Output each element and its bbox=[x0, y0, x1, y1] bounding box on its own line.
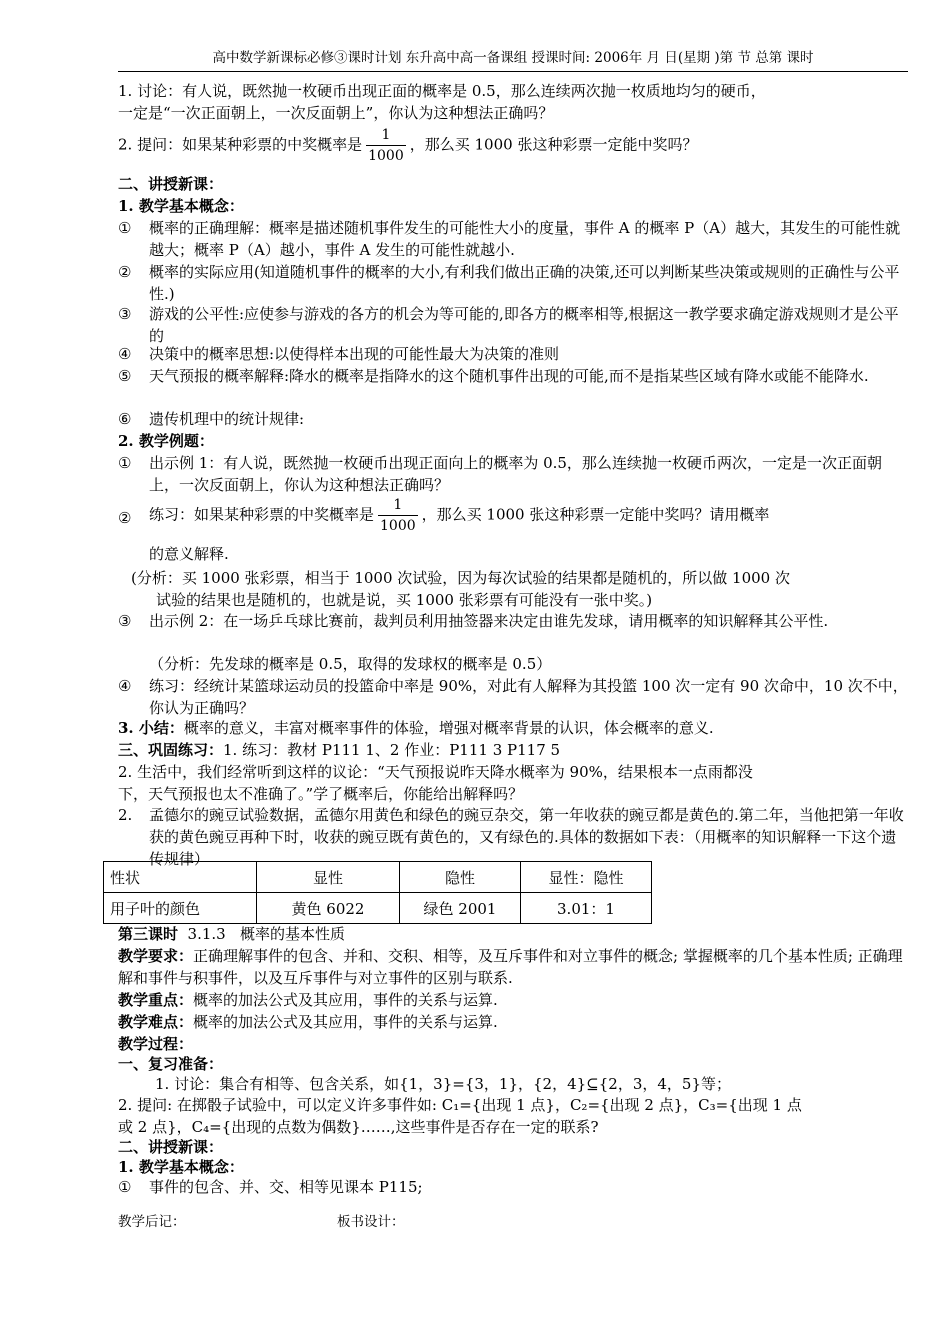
analysis-1 bbox=[131, 567, 911, 611]
section-3 bbox=[118, 739, 910, 761]
section-3-label: 三、巩固练习： bbox=[118, 741, 224, 759]
item-number: ④ bbox=[118, 345, 132, 363]
fraction-denominator: 1000 bbox=[380, 518, 416, 534]
item-number: ④ bbox=[118, 677, 132, 695]
item-text: 孟德尔的豌豆试验数据，孟德尔用黄色和绿色的豌豆杂交，第一年收获的豌豆都是黄色的.第二年，当他把第一年收获的黄色豌豆再种下时，收获的豌豆既有黄色的，又有绿色的.具体的数据如下表：（用概率的知识解释一下这个遗传规律） bbox=[149, 806, 904, 868]
item-number: ① bbox=[118, 454, 132, 472]
basic-concepts-title: 1. 教学基本概念： bbox=[118, 1158, 244, 1176]
item-text-pre: 练习：如果某种彩票的中奖概率是 bbox=[149, 505, 375, 524]
item-number: ③ bbox=[118, 305, 132, 323]
fraction bbox=[366, 127, 406, 164]
example-item bbox=[118, 497, 910, 534]
fraction bbox=[378, 497, 418, 534]
table-header-row bbox=[104, 862, 652, 893]
pea-data-table bbox=[103, 861, 652, 924]
item-text: 出示例 1：有人说，既然抛一枚硬币出现正面向上的概率为 0.5，那么连续抛一枚硬币两次，一定是一次正面朝上，一次反面朝上，你认为这种想法正确吗？ bbox=[149, 454, 882, 494]
concept-item bbox=[118, 343, 910, 365]
concept-item bbox=[118, 217, 910, 261]
example-item bbox=[118, 675, 910, 719]
subsection-1-title: 1. 教学基本概念： bbox=[118, 197, 244, 215]
footer-teaching-notes: 教学后记： bbox=[118, 1214, 186, 1230]
item-text: 练习：经统计某篮球运动员的投篮命中率是 90%，对此有人解释为其投篮 100 次一定有 90 次命中，10 次不中，你认为正确吗？ bbox=[149, 677, 908, 717]
difficulties-text: 概率的加法公式及其应用，事件的关系与运算. bbox=[193, 1013, 498, 1031]
table-cell: 黄色 6022 bbox=[257, 893, 400, 924]
teaching-key-points bbox=[118, 989, 910, 1011]
practice-item-2-line2: 下，天气预报也太不准确了。”学了概率后，你能给出解释吗？ bbox=[118, 785, 524, 803]
item-number: ② bbox=[118, 263, 132, 281]
item-number: ③ bbox=[118, 612, 132, 630]
review-title: 一、复习准备： bbox=[118, 1055, 224, 1073]
fraction-numerator: 1 bbox=[393, 497, 403, 513]
table-cell: 性状 bbox=[104, 862, 257, 893]
intro-q2-post: ，那么买 1000 张这种彩票一定能中奖吗？ bbox=[409, 135, 698, 154]
lesson-3-title-text: 3.1.3 概率的基本性质 bbox=[178, 925, 346, 943]
lesson-3-title bbox=[118, 923, 910, 945]
item-number: ① bbox=[118, 1178, 132, 1196]
summary-text: 概率的意义，丰富对概率事件的体验，增强对概率背景的认识，体会概率的意义. bbox=[183, 719, 714, 737]
item-number: ① bbox=[118, 219, 132, 237]
summary-label: 3. 小结： bbox=[118, 719, 184, 737]
item-number: 2. bbox=[118, 806, 133, 824]
item-text-post: ，那么买 1000 张这种彩票一定能中奖吗？请用概率 bbox=[421, 505, 770, 524]
practice-item-2 bbox=[118, 761, 910, 805]
intro-question-1 bbox=[118, 80, 910, 124]
teaching-process-title: 教学过程： bbox=[118, 1035, 194, 1053]
intro-question-2 bbox=[118, 127, 910, 164]
review-item-2-line2: 或 2 点}，C₄={出现的点数为偶数}……,这些事件是否存在一定的联系? bbox=[118, 1118, 599, 1136]
header-rule bbox=[118, 71, 908, 72]
section-3-text: 1. 练习：教材 P111 1、2 作业：P111 3 P117 5 bbox=[223, 741, 561, 759]
item-number: ⑤ bbox=[118, 367, 132, 385]
item-text: 遗传机理中的统计规律: bbox=[149, 410, 305, 428]
item-text: 概率的实际应用(知道随机事件的概率的大小,有利我们做出正确的决策,还可以判断某些决策或规则的正确性与公平性.) bbox=[149, 263, 900, 303]
summary bbox=[118, 717, 910, 739]
analysis-1-line2: 试验的结果也是随机的，也就是说，买 1000 张彩票有可能没有一张中奖。) bbox=[156, 591, 653, 609]
review-item-1: 1. 讨论：集合有相等、包含关系，如{1，3}={3，1}，{2，4}⊆{2，3，4，5}等； bbox=[155, 1075, 732, 1093]
item-text: 游戏的公平性:应使参与游戏的各方的机会为等可能的,即各方的概率相等,根据这一教学要求确定游戏规则才是公平的 bbox=[149, 305, 899, 345]
requirements-text: 正确理解事件的包含、并和、交积、相等，及互斥事件和对立事件的概念; 掌握概率的几个基本性质; 正确理解和事件与积事件，以及互斥事件与对立事件的区别与联系. bbox=[118, 947, 903, 987]
section-2-title: 二、讲授新课： bbox=[118, 175, 224, 193]
item-text: 决策中的概率思想:以使得样本出现的可能性最大为决策的准则 bbox=[149, 345, 560, 363]
lesson-3-label: 第三课时 bbox=[118, 925, 179, 943]
fraction-numerator: 1 bbox=[381, 127, 391, 143]
concept-item bbox=[118, 408, 910, 430]
key-points-label: 教学重点： bbox=[118, 991, 194, 1009]
table-cell: 显性：隐性 bbox=[521, 862, 652, 893]
review-item-2 bbox=[118, 1094, 910, 1138]
intro-q1-line2: 一定是“一次正面朝上，一次反面朝上”，你认为这种想法正确吗？ bbox=[118, 104, 554, 122]
item-text: 天气预报的概率解释:降水的概率是指降水的这个随机事件出现的可能,而不是指某些区域有降水或能不能降水. bbox=[149, 367, 869, 385]
example-item bbox=[118, 610, 910, 632]
difficulties-label: 教学难点： bbox=[118, 1013, 194, 1031]
page-header: 高中数学新课标必修③课时计划 东升高中高一备课组 授课时间: 2006年 月 日(星期 )第 节 总第 课时 bbox=[212, 50, 814, 66]
teaching-difficulties bbox=[118, 1011, 910, 1033]
new-lesson-title: 二、讲授新课： bbox=[118, 1138, 224, 1156]
concept-item bbox=[118, 261, 910, 305]
intro-q1-line1: 1. 讨论：有人说，既然抛一枚硬币出现正面的概率是 0.5，那么连续两次抛一枚质地均匀的硬币， bbox=[118, 82, 766, 100]
table-cell: 隐性 bbox=[400, 862, 521, 893]
key-points-text: 概率的加法公式及其应用，事件的关系与运算. bbox=[193, 991, 498, 1009]
item-text: 事件的包含、并、交、相等见课本 P115; bbox=[149, 1178, 423, 1196]
footer-board-design: 板书设计： bbox=[337, 1214, 405, 1230]
item-text: 出示例 2：在一场乒乓球比赛前，裁判员利用抽签器来决定由谁先发球，请用概率的知识解释其公平性. bbox=[149, 612, 829, 630]
table-cell: 绿色 2001 bbox=[400, 893, 521, 924]
example-item bbox=[118, 452, 910, 496]
table-cell: 显性 bbox=[257, 862, 400, 893]
requirements-label: 教学要求： bbox=[118, 947, 194, 965]
table-cell: 用子叶的颜色 bbox=[104, 893, 257, 924]
item-number: ⑥ bbox=[118, 410, 132, 428]
analysis-2: （分析：先发球的概率是 0.5，取得的发球权的概率是 0.5） bbox=[149, 655, 552, 673]
concept-item bbox=[118, 365, 910, 387]
review-item-2-line1: 2. 提问: 在掷骰子试验中，可以定义许多事件如: C₁={出现 1 点}，C₂={出现 2 点}，C₃={出现 1 点 bbox=[118, 1096, 802, 1114]
fraction-denominator: 1000 bbox=[368, 148, 404, 164]
item-text: 概率的正确理解：概率是描述随机事件发生的可能性大小的度量，事件 A 的概率 P（A）越大，其发生的可能性就越大；概率 P（A）越小，事件 A 发生的可能性就越小. bbox=[149, 219, 901, 259]
analysis-1-line1: (分析：买 1000 张彩票，相当于 1000 次试验，因为每次试验的结果都是随机的，所以做 1000 次 bbox=[131, 569, 790, 587]
table-row bbox=[104, 893, 652, 924]
subsection-2-title: 2. 教学例题： bbox=[118, 432, 214, 450]
example-2-continuation: 的意义解释. bbox=[149, 545, 229, 563]
practice-item-2-line1: 2. 生活中，我们经常听到这样的议论：“天气预报说昨天降水概率为 90%，结果根本一点雨都没 bbox=[118, 763, 753, 781]
intro-q2-pre: 2. 提问：如果某种彩票的中奖概率是 bbox=[118, 135, 363, 154]
table-cell: 3.01：1 bbox=[521, 893, 652, 924]
concept-item bbox=[118, 303, 910, 347]
item-number: ② bbox=[118, 509, 132, 527]
teaching-requirements bbox=[118, 945, 910, 989]
concept-item bbox=[118, 1176, 910, 1198]
